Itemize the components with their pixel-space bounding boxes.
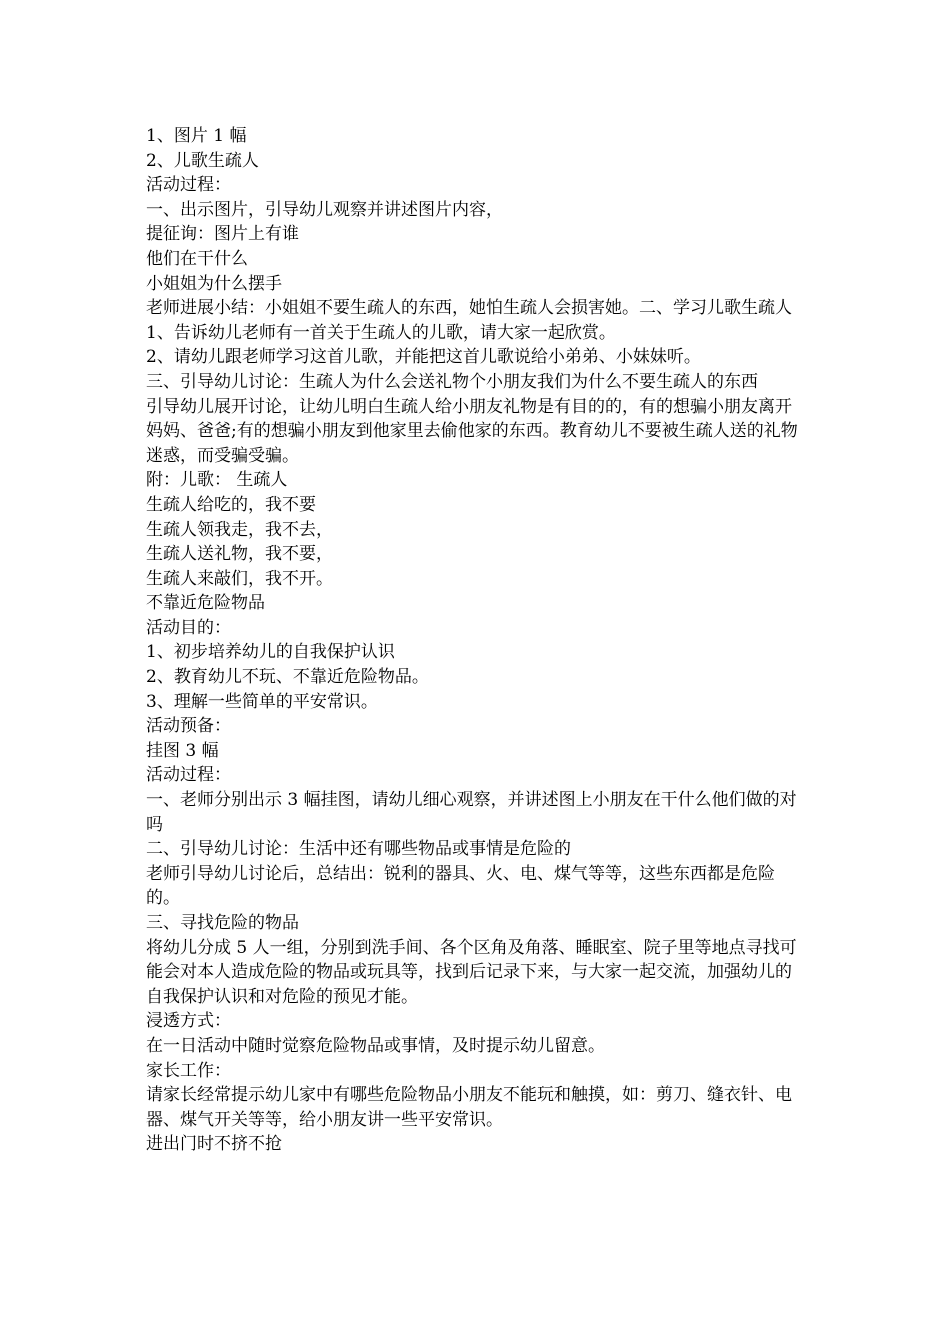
document-body [146, 124, 806, 1157]
text-line: 二、引导幼儿讨论：生活中还有哪些物品或事情是危险的 [146, 839, 571, 860]
section-heading: 活动预备： [146, 716, 231, 737]
song-line: 生疏人送礼物，我不要， [146, 544, 333, 565]
song-title: 附：儿歌： 生疏人 [146, 470, 288, 491]
text-line: 挂图 3 幅 [146, 740, 219, 761]
text-paragraph: 一、老师分别出示 3 幅挂图，请幼儿细心观察，并讲述图上小朋友在干什么他们做的对吗 [146, 790, 797, 835]
text-line: 2、教育幼儿不玩、不靠近危险物品。 [146, 667, 429, 688]
text-line: 他们在干什么 [146, 248, 248, 269]
text-paragraph: 引导幼儿展开讨论，让幼儿明白生疏人给小朋友礼物是有目的的，有的想骗小朋友离开妈妈、爸爸;有的想骗小朋友到他家里去偷他家的东西。教育幼儿不要被生疏人送的礼物迷惑，而受骗受骗。 [146, 396, 798, 466]
text-paragraph: 请家长经常提示幼儿家中有哪些危险物品小朋友不能玩和触摸，如：剪刀、缝衣针、电器、煤气开关等等，给小朋友讲一些平安常识。 [146, 1085, 792, 1130]
text-paragraph: 老师进展小结：小姐姐不要生疏人的东西，她怕生疏人会损害她。二、学习儿歌生疏人 [146, 298, 792, 319]
text-line: 1、图片 1 幅 [146, 126, 247, 146]
text-line: 在一日活动中随时觉察危险物品或事情，及时提示幼儿留意。 [146, 1035, 605, 1056]
text-line: 1、告诉幼儿老师有一首关于生疏人的儿歌，请大家一起欣赏。 [146, 322, 616, 343]
text-line: 2、请幼儿跟老师学习这首儿歌，并能把这首儿歌说给小弟弟、小妹妹听。 [146, 347, 701, 368]
section-heading: 活动过程： [146, 175, 231, 196]
song-line: 生疏人来敲们，我不开。 [146, 568, 333, 589]
text-line: 小姐姐为什么摆手 [146, 273, 282, 294]
text-paragraph: 老师引导幼儿讨论后，总结出：锐利的器具、火、电、煤气等等，这些东西都是危险的。 [146, 863, 775, 909]
song-line: 生疏人给吃的，我不要 [146, 494, 316, 515]
section-heading: 活动目的： [146, 617, 231, 638]
text-line: 提征询：图片上有谁 [146, 224, 299, 245]
text-line: 1、初步培养幼儿的自我保护认识 [146, 642, 395, 663]
text-line: 一、出示图片，引导幼儿观察并讲述图片内容， [146, 199, 503, 220]
text-paragraph: 三、引导幼儿讨论：生疏人为什么会送礼物个小朋友我们为什么不要生疏人的东西 [146, 371, 758, 392]
text-line: 三、寻找危险的物品 [146, 913, 299, 933]
text-paragraph: 将幼儿分成 5 人一组，分别到洗手间、各个区角及角落、睡眠室、院子里等地点寻找可能会对本人造成危险的物品或玩具等，找到后记录下来，与大家一起交流，加强幼儿的自我保护认识和对危险的预见才能。 [146, 937, 797, 1007]
song-line: 生疏人领我走，我不去， [146, 519, 333, 540]
text-line: 3、理解一些简单的平安常识。 [146, 691, 378, 712]
section-heading: 活动过程： [146, 765, 231, 786]
text-line: 2、儿歌生疏人 [146, 150, 259, 171]
section-heading: 不靠近危险物品 [146, 593, 265, 614]
section-heading: 家长工作： [146, 1060, 231, 1081]
section-heading: 进出门时不挤不抢 [146, 1134, 282, 1155]
section-heading: 浸透方式： [146, 1011, 231, 1032]
